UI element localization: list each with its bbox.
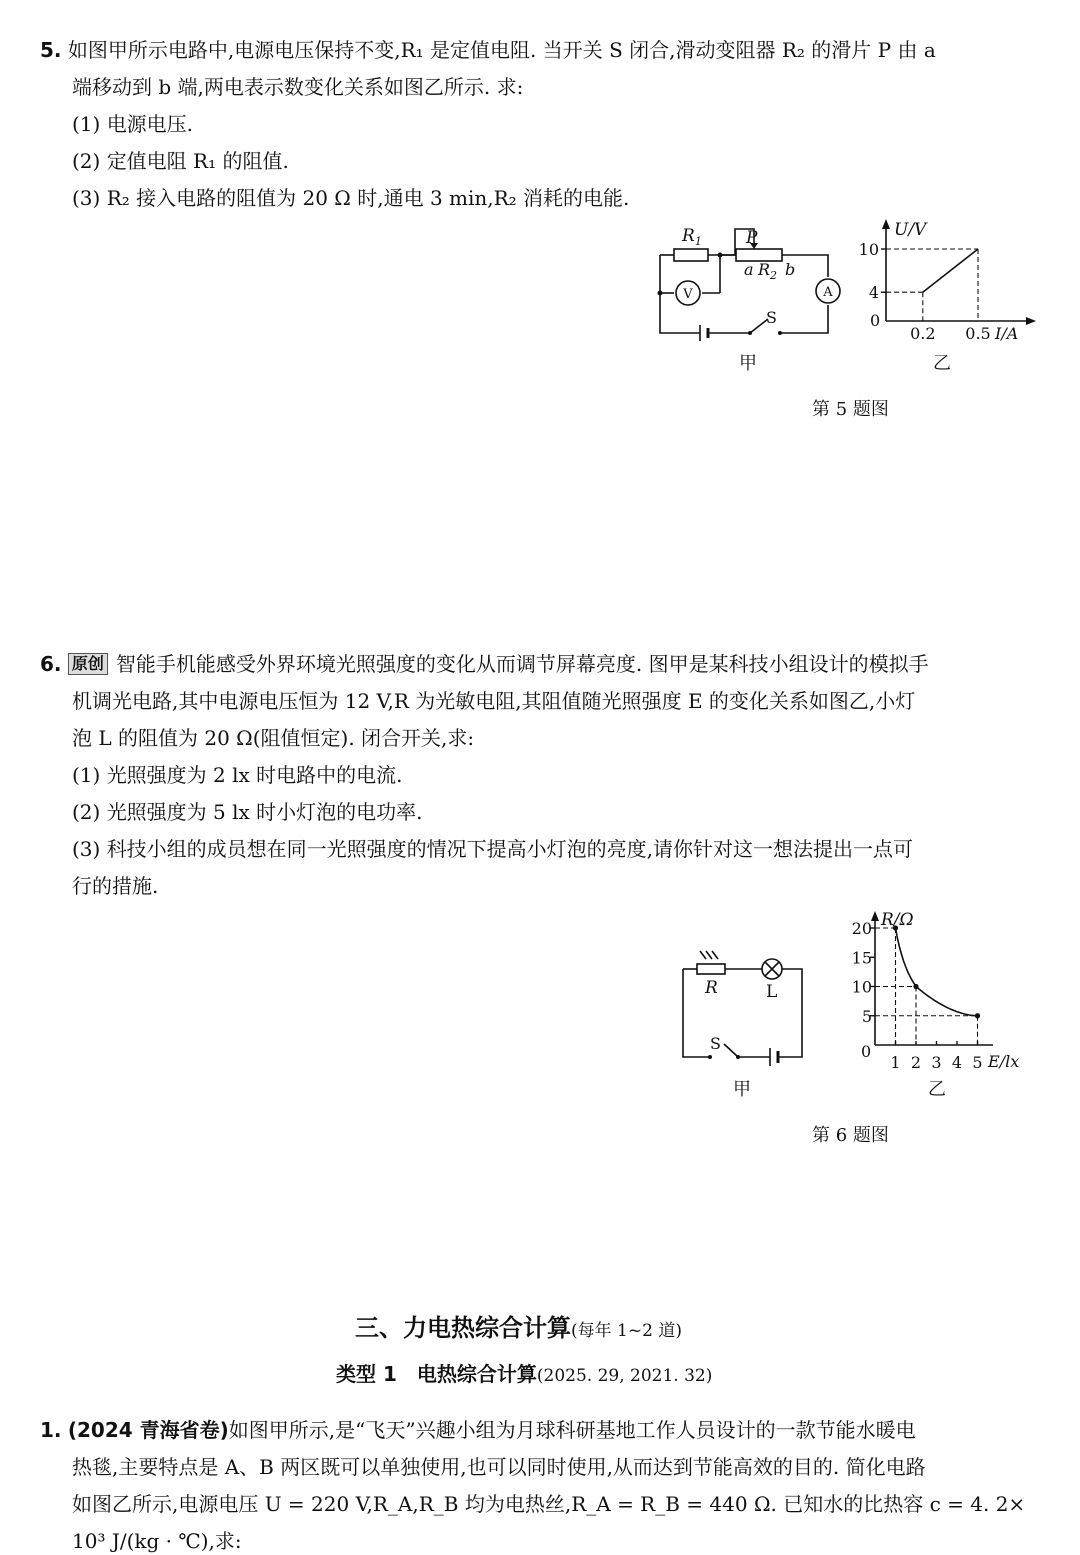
q5-sub-2: (2) 定值电阻 R₁ 的阻值.	[72, 149, 289, 173]
q6-x-axis-label: E/lx	[988, 1052, 1020, 1071]
q5-origin-label: 0	[870, 311, 881, 330]
q5-r2-sub: 2	[770, 269, 778, 282]
q5-fig-jia-label: 甲	[739, 353, 757, 374]
q6-fig-yi-label: 乙	[928, 1079, 946, 1100]
voltmeter-label: V	[683, 287, 693, 302]
q6-sub-1: (1) 光照强度为 2 lx 时电路中的电流.	[72, 763, 403, 787]
q6-number: 6.	[40, 652, 62, 676]
q6-x-tick-label-4: 4	[951, 1053, 963, 1072]
q1-number: 1.	[40, 1418, 62, 1442]
q6-x-tick-label-3: 3	[931, 1053, 942, 1072]
q5-a-label: a	[744, 260, 754, 279]
q6-y-tick-label-5: 5	[861, 1006, 872, 1026]
q5-r1-label: R	[682, 226, 695, 246]
type-title-text: 类型 1 电热综合计算	[336, 1362, 537, 1386]
q5-r2-label: R	[758, 260, 771, 279]
q5-x-tick-label-0.5: 0.5	[965, 324, 991, 343]
section-title-text: 三、力电热综合计算	[355, 1314, 571, 1342]
q1-text-1: 如图甲所示,是“飞天”兴趣小组为月球科研基地工作人员设计的一款节能水暖电	[228, 1418, 916, 1442]
q5-sub-1: (1) 电源电压.	[72, 112, 194, 136]
q6-y-axis-label: R/Ω	[881, 910, 914, 930]
q5-y-tick-label-10: 10	[858, 240, 879, 259]
q5-b-label: b	[785, 260, 796, 279]
q6-y-tick-label-20: 20	[851, 919, 872, 938]
q1-line-3: 如图乙所示,电源电压 U = 220 V,R_A,R_B 均为电热丝,R_A = R_B = 440 Ω. 已知水的比热容 c = 4. 2×	[72, 1492, 1026, 1516]
q6-fig-jia-label: 甲	[733, 1079, 751, 1100]
q1-line-2: 热毯,主要特点是 A、B 两区既可以单独使用,也可以同时使用,从而达到节能高效的目的. 简化电路	[72, 1455, 926, 1479]
q6-data-curve	[896, 928, 978, 1016]
q5-y-axis-label: U/V	[894, 220, 927, 240]
q6-y-tick-label-10: 10	[851, 977, 872, 997]
q1-line-1	[40, 1416, 916, 1444]
ammeter-label: A	[823, 285, 833, 300]
q1-line-4: 10³ J/(kg · ℃),求:	[72, 1529, 242, 1553]
q5-circuit-diagram	[640, 215, 850, 375]
q5-p-label: P	[746, 228, 758, 248]
q6-line-1	[40, 650, 929, 678]
q6-sub-3: (3) 科技小组的成员想在同一光照强度的情况下提高小灯泡的亮度,请你针对这一想法提出一点可	[72, 837, 914, 861]
q5-text-1: 如图甲所示电路中,电源电压保持不变,R₁ 是定值电阻. 当开关 S 闭合,滑动变阻器 R₂ 的滑片 P 由 a	[67, 38, 936, 62]
type-title-note: (2025. 29, 2021. 32)	[536, 1366, 713, 1386]
q5-r1-sub: 1	[694, 235, 702, 248]
q6-data-point-2	[975, 1013, 980, 1018]
q5-line-1	[40, 36, 936, 64]
type-title	[336, 1358, 712, 1387]
q6-x-tick-label-2: 2	[910, 1053, 922, 1072]
q6-circuit-diagram	[670, 945, 820, 1105]
section-note: (每年 1~2 道)	[571, 1321, 682, 1341]
original-badge: 原创	[68, 653, 108, 675]
section-title	[355, 1308, 682, 1343]
q5-y-tick-label-4: 4	[868, 283, 879, 303]
q5-x-tick-label-0.2: 0.2	[910, 324, 936, 343]
q6-text-1: 智能手机能感受外界环境光照强度的变化从而调节屏幕亮度. 图甲是某科技小组设计的模拟手	[115, 652, 929, 676]
q6-data-point-1	[913, 984, 918, 989]
svg-text:R1	[681, 226, 702, 248]
q6-switch-label: S	[710, 1034, 721, 1053]
q6-chart	[845, 905, 1035, 1105]
q6-caption: 第 6 题图	[812, 1125, 889, 1146]
q6-r-label: R	[705, 978, 718, 998]
q6-l-label: L	[766, 982, 778, 1002]
q5-x-axis-label: I/A	[995, 324, 1019, 343]
q6-line-2: 机调光电路,其中电源电压恒为 12 V,R 为光敏电阻,其阻值随光照强度 E 的变化关系如图乙,小灯	[72, 689, 916, 713]
q5-line-2: 端移动到 b 端,两电表示数变化关系如图乙所示. 求:	[72, 75, 524, 99]
q5-chart	[860, 215, 1050, 375]
q6-origin-label: 0	[861, 1042, 872, 1061]
q1-source: (2024 青海省卷)	[67, 1418, 229, 1442]
q6-x-tick-label-1: 1	[890, 1053, 901, 1072]
q6-x-tick-label-5: 5	[972, 1053, 983, 1072]
q5-caption: 第 5 题图	[812, 399, 889, 420]
q5-sub-3: (3) R₂ 接入电路的阻值为 20 Ω 时,通电 3 min,R₂ 消耗的电能.	[72, 186, 630, 210]
q6-sub-3-cont: 行的措施.	[72, 874, 159, 898]
q5-switch-label: S	[766, 308, 777, 327]
q5-data-line	[923, 249, 978, 292]
q6-sub-2: (2) 光照强度为 5 lx 时小灯泡的电功率.	[72, 800, 423, 824]
q5-fig-yi-label: 乙	[933, 353, 951, 374]
svg-text:R2	[757, 260, 777, 282]
q5-number: 5.	[40, 38, 62, 62]
q6-line-3: 泡 L 的阻值为 20 Ω(阻值恒定). 闭合开关,求:	[72, 726, 475, 750]
q6-y-tick-label-15: 15	[851, 948, 872, 968]
